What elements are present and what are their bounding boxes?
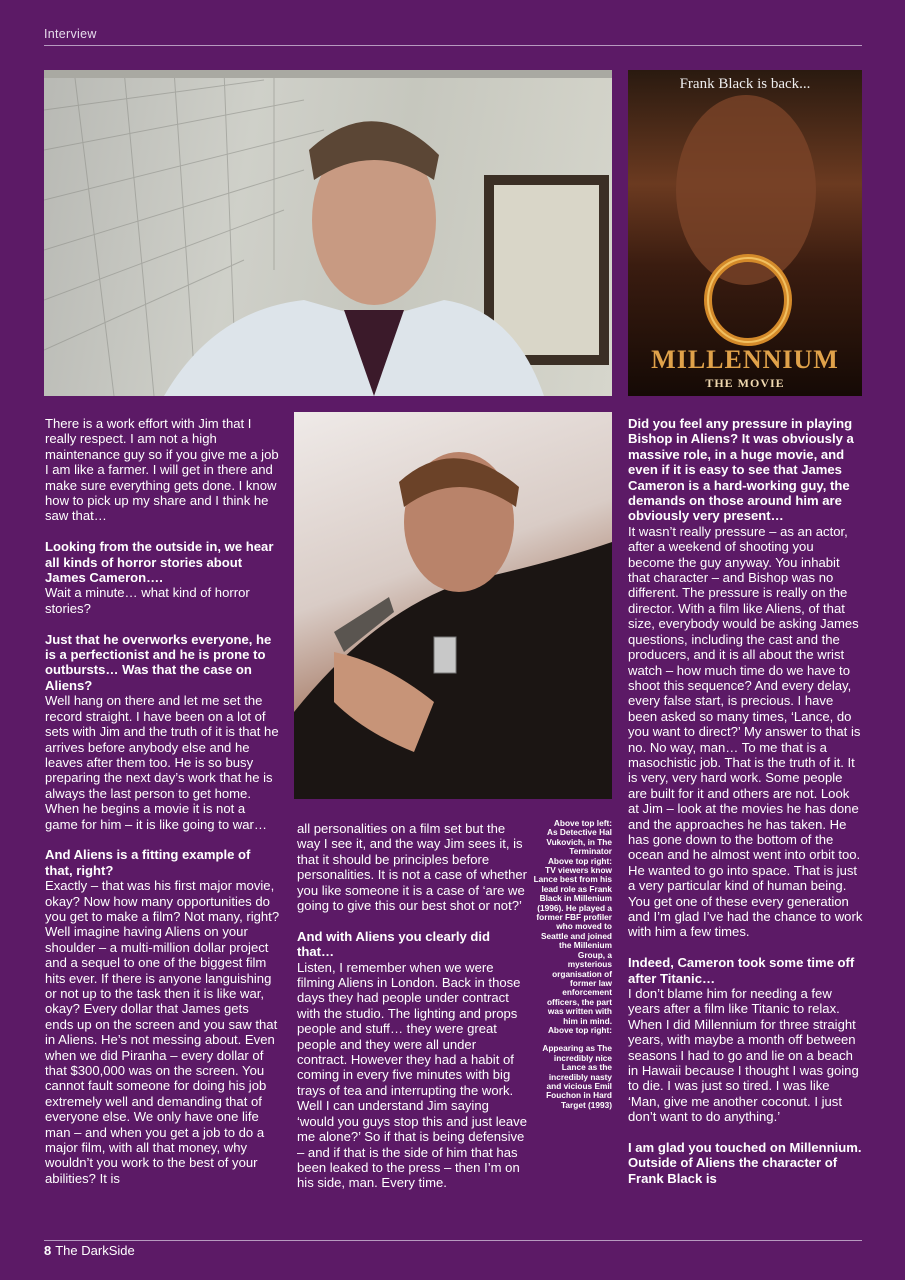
page-number: 8 xyxy=(44,1243,52,1258)
photo-detective-office xyxy=(44,70,612,396)
answer-paragraph: Well hang on there and let me set the record straight. I have been on a lot of sets with Jim and the truth of it is that he arrives before anybody else and he leaves after them too. He is so busy preparing the next day’s work that he is always the last person to get home. When he begins a movie it is not a game for him – it is like going to war… xyxy=(45,693,279,832)
caption-heading: Above top right: xyxy=(547,855,612,866)
photo-hard-target xyxy=(294,412,612,799)
page-footer xyxy=(44,1243,135,1258)
poster-subtitle: THE MOVIE xyxy=(705,376,785,390)
answer-paragraph: It wasn’t really pressure – as an actor, after a weekend of shooting you become the guy anyway. You inhabit that character – and Bishop was no different. The pressure is really on the director. With a film like Aliens, of that size, everybody would be asking James questions, including the cast and the producers, and it is all about the wrist watch – how much time do we have to shoot this sequence? And every delay, every false start, is precious. I have been asked so many times, ‘Lance, do you want to direct?’ My answer to that is no. No way, man… To me that is a masochistic job. That is the truth of it. It is very, very hard work. Some people are built for it and others are not. Look at Jim – look at the movies he has done and the approaches he has taken. He has gone down to the bottom of the ocean and he almost went into orbit too. He wanted to go into space. That is just a very particular kind of human being. You get one of these every generation and I’m glad I’ve had the chance to work with him a few times. xyxy=(628,523,863,940)
answer-paragraph: Wait a minute… what kind of horror stories? xyxy=(45,585,250,616)
caption-text: TV viewers know Lance best from his lead role as Frank Black in Millenium (1996). He played a former FBF profiler who moved to Seattle and joined the Millenium Group, a mysterious organisation of former law enforcement officers, the part was written with him in mind. xyxy=(533,865,612,1026)
publication-name: The DarkSide xyxy=(55,1243,135,1258)
poster-title: MILLENNIUM xyxy=(651,345,839,374)
photo-millennium-poster xyxy=(628,70,862,396)
answer-paragraph: Listen, I remember when we were filming Aliens in London. Back in those days they had people under contract with the studio. The lighting and props people and stuff… they were great people and they were all under contract. However they had a habit of coming in every five minutes with big trays of tea and interrupting the work. Well I can understand Jim saying ‘would you guys stop this and just leave me alone?’ So if that is being defensive – and if that is the side of him that has been leaked to the press – then I’m on his side, man. Every time. xyxy=(297,959,528,1191)
footer-rule xyxy=(44,1240,862,1241)
photo-captions xyxy=(533,819,612,1110)
caption-text: Appearing as The incredibly nice Lance as the incredibly nasty and vicious Emil Fouchon in Hard Target (1993) xyxy=(542,1043,612,1110)
article-column-2 xyxy=(297,821,528,1206)
poster-tagline: Frank Black is back... xyxy=(679,76,811,92)
question-paragraph: I am glad you touched on Millennium. Outside of Aliens the character of Frank Black is xyxy=(628,1140,862,1186)
caption-heading: Above top left: xyxy=(553,818,612,828)
question-paragraph: Just that he overworks everyone, he is a perfectionist and he is prone to outbursts… Was that the case on Aliens? xyxy=(45,631,272,693)
question-paragraph: Did you feel any pressure in playing Bishop in Aliens? It was obviously a massive role, in a huge movie, and even if it is easy to see that James Cameron is a hard-working guy, the demands on those around him are obviously very present… xyxy=(628,416,854,524)
answer-paragraph: I don’t blame him for needing a few years after a film like Titanic to relax. When I did Millennium for three straight years, with maybe a month off between seasons I had to go and lie on a beach in Hawaii because I thought I was going to die. I was just so tired. I was like ‘Man, give me another coconut. I just don’t want to do anything.’ xyxy=(628,986,859,1125)
answer-paragraph: Exactly – that was his first major movie, okay? Now how many opportunities do you get to make a film? Not many, right? Well imagine having Aliens on your shoulder – a multi-million dollar project and a sequel to one of the biggest film hits ever. If there is anyone languishing or not up to the task then it is like war, okay? Every dollar that James gets ends up on the screen and you saw that in Aliens. He’s not messing about. Even when we did Piranha – every dollar of that $300,000 was on the screen. You cannot fault someone for doing his job extremely well and demanding that of everyone else. We only have one life man – and when you get a job to do a major film, with all that money, why wouldn’t you work to the best of your abilities? It is xyxy=(45,878,280,1186)
question-paragraph: And Aliens is a fitting example of that, right? xyxy=(45,847,251,878)
question-paragraph: And with Aliens you clearly did that… xyxy=(297,928,491,960)
caption-text: As Detective Hal Vukovich, in The Terminator xyxy=(546,827,612,857)
answer-paragraph: all personalities on a film set but the way I see it, and the way Jim sees it, is that it should be principles before personalities. It is not a case of whether you like someone it is a case of ‘are we going to give this our best shot or not?’ xyxy=(297,821,527,914)
question-paragraph: Indeed, Cameron took some time off after Titanic… xyxy=(628,955,855,986)
header-rule xyxy=(44,45,862,46)
article-column-3 xyxy=(628,416,863,1202)
section-label: Interview xyxy=(44,27,97,41)
question-paragraph: Looking from the outside in, we hear all kinds of horror stories about James Cameron…. xyxy=(45,539,274,586)
article-column-1 xyxy=(45,416,280,1202)
caption-heading: Above top right: xyxy=(547,1024,612,1035)
answer-paragraph: There is a work effort with Jim that I really respect. I am not a high maintenance guy so if you give me a job I am like a farmer. I will get in there and make sure everything gets done. I know how to pick up my share and I think he saw that… xyxy=(45,416,279,524)
